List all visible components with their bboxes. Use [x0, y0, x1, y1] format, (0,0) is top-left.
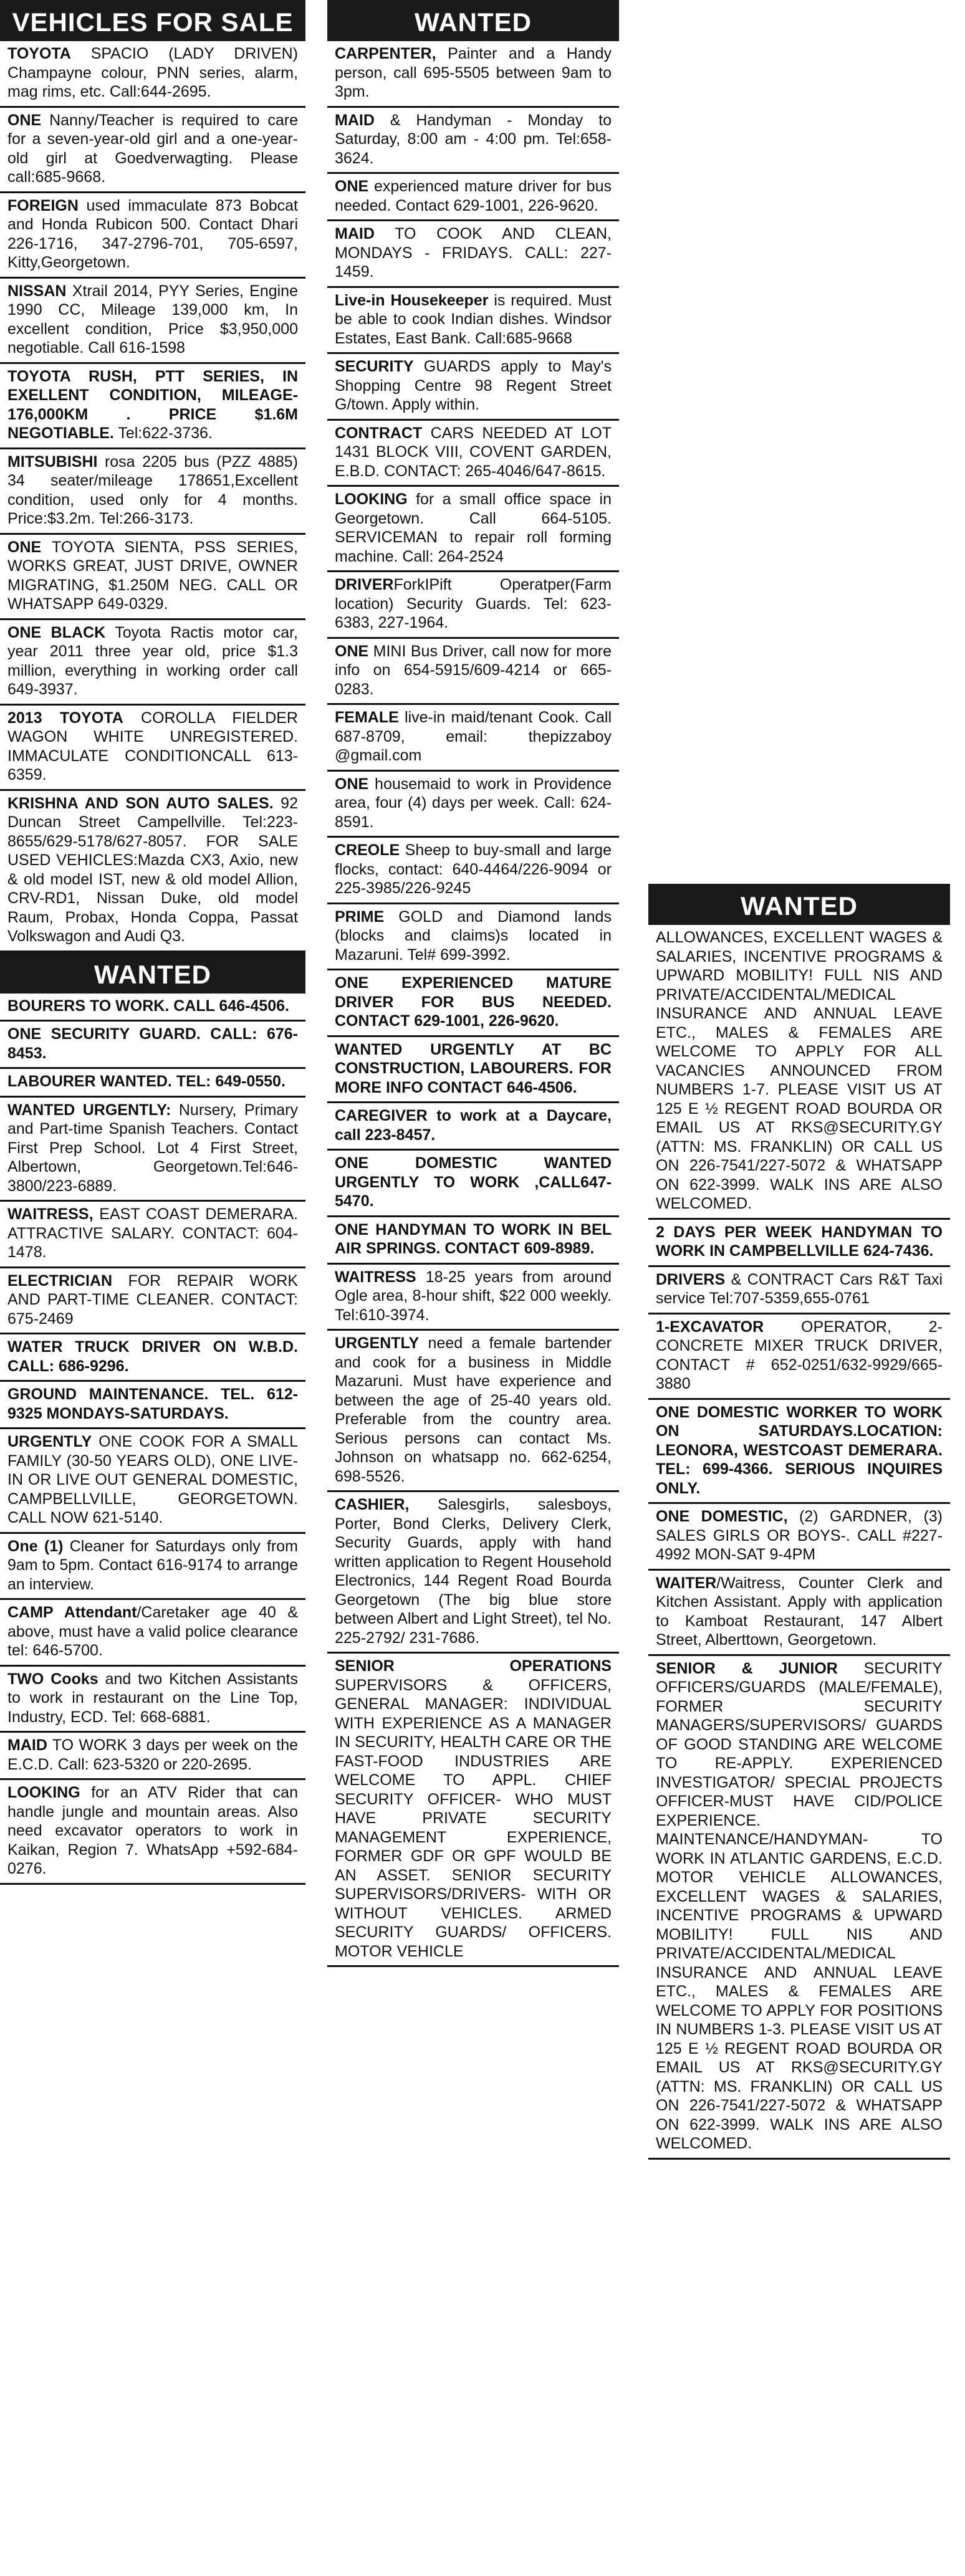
ad-text: for a small office space in Georgetown. Call 664-5105. SERVICEMAN to repair roll forming machine. Call: 264-2524: [335, 491, 612, 565]
classified-ad: [327, 1654, 619, 1967]
ad-lead: LOOKING: [335, 491, 408, 508]
ad-lead: WAITRESS: [335, 1268, 416, 1286]
ad-lead: ONE SECURITY GUARD. CALL: 676-8453.: [7, 1025, 298, 1062]
ad-lead: SENIOR OPERATIONS: [335, 1657, 612, 1675]
ad-lead: URGENTLY: [7, 1433, 92, 1450]
ad-lead: CAMP Attendant: [7, 1604, 137, 1621]
classified-ad: [327, 705, 619, 772]
ad-text: need a female bartender and cook for a business in Middle Mazaruni. Must have experience and between the age of 25-40 years old. Preferable from the country area. Serious persons can contact Ms. Johnson on whatsapp no. 662-6254, 698-5526.: [335, 1334, 612, 1485]
ad-lead: URGENTLY: [335, 1334, 420, 1352]
classified-ad: [327, 421, 619, 487]
ad-lead: BOURERS TO WORK. CALL 646-4506.: [7, 997, 289, 1015]
classified-ad: [327, 572, 619, 639]
classified-ad: [0, 620, 305, 706]
classified-ad: [0, 1334, 305, 1382]
classified-ad: [0, 449, 305, 535]
ad-text: 18-25 years from around Ogle area, 8-hour shift, $22 000 weekly. Tel:610-3974.: [335, 1268, 612, 1324]
ad-text: Tel:622-3736.: [113, 424, 213, 442]
ad-text: and two Kitchen Assistants to work in restaurant on the Line Top, Industry, ECD. Tel: 668-6881.: [7, 1670, 298, 1726]
classified-ad: [327, 1037, 619, 1104]
ad-text: Nursery, Primary and Part-time Spanish Teachers. Contact First Prep School. Lot 4 First Street, Albertown, Georgetown.Tel:646-3800/223-6889.: [7, 1101, 298, 1195]
classified-ad: [0, 1382, 305, 1429]
section-header-wanted: WANTED: [0, 952, 305, 994]
classified-ad: [327, 174, 619, 221]
column-left: [0, 0, 305, 1885]
ad-lead: CONTRACT: [335, 424, 423, 442]
ad-lead: 1-EXCAVATOR: [656, 1318, 764, 1336]
ad-text: OPERATOR, 2- CONCRETE MIXER TRUCK DRIVER, CONTACT # 652-0251/632-9929/665-3880: [656, 1318, 943, 1392]
ad-lead: One (1): [7, 1537, 64, 1555]
ad-lead: WANTED URGENTLY AT BC CONSTRUCTION, LABOURERS. FOR MORE INFO CONTACT 646-4506.: [335, 1040, 612, 1096]
ad-lead: ONE DOMESTIC WORKER TO WORK ON SATURDAYS.LOCATION: LEONORA, WESTCOAST DEMERARA. TEL: 699-4366. SERIOUS INQUIRES ONLY.: [656, 1403, 943, 1497]
ad-lead: CREOLE: [335, 841, 400, 859]
ad-lead: MAID: [7, 1736, 47, 1754]
column-right: [648, 884, 950, 2160]
ad-lead: WAITRESS,: [7, 1205, 94, 1223]
ad-lead: LOOKING: [7, 1784, 80, 1801]
classified-ad: [0, 1202, 305, 1268]
ad-lead: 2 DAYS PER WEEK HANDYMAN TO WORK IN CAMPBELLVILLE 624-7436.: [656, 1223, 943, 1260]
classified-ad: [0, 706, 305, 791]
ad-lead: CASHIER,: [335, 1496, 410, 1513]
ad-text: MINI Bus Driver, call now for more info on 654-5915/609-4214 or 665-0283.: [335, 642, 612, 698]
classified-ad: [0, 364, 305, 449]
classified-ad: [648, 1571, 950, 1656]
ad-lead: ONE: [7, 111, 42, 129]
ad-text: ONE COOK FOR A SMALL FAMILY (30-50 YEARS OLD), ONE LIVE-IN OR LIVE OUT GENERAL DOMESTIC, CAMPBELLVILLE, GEORGETOWN. CALL NOW 621-5140.: [7, 1433, 298, 1526]
ad-lead: KRISHNA AND SON AUTO SALES.: [7, 794, 274, 812]
ad-text: Salesgirls, salesboys, Porter, Bond Clerks, Delivery Clerk, Security Guards, apply with hand written application to Regent Household Electronics, 144 Regent Road Bourda Georgetown (The big blue store between Albert and Light Street), tel No. 225-2792/ 231-7686.: [335, 1496, 612, 1647]
ad-text: 92 Duncan Street Campellville. Tel:223-8655/629-5178/627-8057. FOR SALE USED VEHICLES:Mazda CX3, Axio, new & old model IST, new & old model Allion, CRV-RD1, Nissan Duke, old model Raum, Probax, Honda Coppa, Passat Volkswagon and Audi Q3.: [7, 794, 298, 945]
ad-lead: CARPENTER,: [335, 45, 436, 62]
ad-text: GUARDS apply to May's Shopping Centre 98 Regent Street G/town. Apply within.: [335, 358, 612, 413]
ad-lead: Live-in Housekeeper: [335, 291, 489, 309]
section-header-vehicles-for-sale: VEHICLES FOR SALE: [0, 0, 305, 41]
ad-lead: CAREGIVER to work at a Daycare, call 223-8457.: [335, 1107, 612, 1144]
classified-ad: [0, 994, 305, 1022]
section-header-wanted: WANTED: [327, 0, 619, 41]
ad-lead: ONE BLACK: [7, 623, 106, 641]
ad-text: COROLLA FIELDER WAGON WHITE UNREGISTERED. IMMACULATE CONDITIONCALL 613-6359.: [7, 709, 298, 783]
classified-ad: [327, 288, 619, 355]
classified-ad: [0, 41, 305, 108]
ad-text: Cleaner for Saturdays only from 9am to 5pm. Contact 616-9174 to arrange an interview.: [7, 1537, 298, 1593]
classified-ad: [327, 772, 619, 838]
ad-text: CARS NEEDED AT LOT 1431 BLOCK VIII, COVENT GARDEN, E.B.D. CONTACT: 265-4046/647-8615.: [335, 424, 612, 480]
ad-text: Nanny/Teacher is required to care for a seven-year-old girl and a one-year-old girl at Goedverwagting. Please call:685-9668.: [7, 111, 298, 186]
ad-lead: ONE EXPERIENCED MATURE DRIVER FOR BUS NEEDED. CONTACT 629-1001, 226-9620.: [335, 974, 612, 1030]
classified-ad: [0, 108, 305, 193]
ad-text: experienced mature driver for bus needed. Contact 629-1001, 226-9620.: [335, 178, 612, 214]
classified-ad: [327, 108, 619, 175]
ad-text: live-in maid/tenant Cook. Call 687-8709, email: thepizzaboy @gmail.com: [335, 709, 612, 764]
classified-ad: [648, 1267, 950, 1314]
classified-ad: [327, 1217, 619, 1265]
classified-ad: [327, 1265, 619, 1331]
ad-text: is required. Must be able to cook Indian dishes. Windsor Estates, East Bank. Call:685-9668: [335, 291, 612, 347]
classified-ad: [327, 639, 619, 706]
classified-ad: [648, 1504, 950, 1571]
ad-text: Xtrail 2014, PYY Series, Engine 1990 CC, Mileage 139,000 km, In excellent condition, Price $3,950,000 negotiable. Call 616-1598: [7, 282, 298, 357]
ad-text: for an ATV Rider that can handle jungle and mountain areas. Also need excavator operators to work in Kaikan, Region 7. WhatsApp +592-684-0276.: [7, 1784, 298, 1877]
ad-lead: MITSUBISHI: [7, 452, 98, 471]
classified-ad: [0, 1667, 305, 1733]
ad-lead: ONE: [335, 642, 369, 660]
classified-ad: [327, 904, 619, 971]
ad-text: Sheep to buy-small and large flocks, contact: 640-4464/226-9094 or 225-3985/226-9245: [335, 841, 612, 897]
ad-lead: TOYOTA: [7, 45, 71, 62]
ad-text: (2) GARDNER, (3) SALES GIRLS OR BOYS-. CALL #227-4992 MON-SAT 9-4PM: [656, 1508, 943, 1563]
ad-text: Painter and a Handy person, call 695-5505 between 9am to 3pm.: [335, 45, 612, 100]
classified-ad: [0, 1069, 305, 1098]
ad-text: FOR REPAIR WORK AND PART-TIME CLEANER. CONTACT: 675-2469: [7, 1271, 298, 1328]
ad-lead: DRIVER: [335, 576, 394, 593]
ad-lead: MAID: [335, 111, 375, 129]
classified-ad: [648, 1656, 950, 2160]
ad-text: SUPERVISORS & OFFICERS, GENERAL MANAGER: INDIVIDUAL WITH EXPERIENCE AS A MANAGER IN SECURITY, HEALTH CARE OR THE FAST-FOOD INDUSTRIES ARE WELCOME TO APPL. CHIEF SECURITY OFFICER- WHO MUST HAVE PRIVATE SECURITY MANAGEMENT EXPERIENCE, FORMER GDF OR GPF WOULD BE AN ASSET. SENIOR SECURITY SUPERVISORS/DRIVERS- WITH OR WITHOUT VEHICLES. ARMED SECURITY GUARDS/ OFFICERS. MOTOR VEHICLE: [335, 1676, 612, 1960]
ad-text: SPACIO (LADY DRIVEN) Champayne colour, PNN series, alarm, mag rims, etc. Call:644-2695.: [7, 45, 298, 100]
ad-text: SECURITY OFFICERS/GUARDS (MALE/FEMALE), FORMER SECURITY MANAGERS/SUPERVISORS/ GUARDS OF GOOD STANDING ARE WELCOME TO RE-APPLY. EXPERIENCED INVESTIGATOR/ SPECIAL PROJECTS OFFICER-MUST HAVE CID/POLICE EXPERIENCE. MAINTENANCE/HANDYMAN- TO WORK IN ATLANTIC GARDENS, E.C.D. MOTOR VEHICLE ALLOWANCES, EXCELLENT WAGES & SALARIES, INCENTIVE PROGRAMS & UPWARD MOBILITY! FULL NIS AND PRIVATE/ACCIDENTAL/MEDICAL INSURANCE AND ANNUAL LEAVE ETC., MALES & FEMALES ARE WELCOME TO APPLY FOR POSITIONS IN NUMBERS 1-3. PLEASE VISIT US AT 125 E ½ REGENT ROAD BOURDA OR EMAIL US AT RKS@SECURITY.GY (ATTN: MS. FRANKLIN) OR CALL US ON 226-7541/227-5072 & WHATSAPP ON 622-3999. WALK INS ARE ALSO WELCOMED.: [656, 1659, 943, 2152]
ad-lead: 2013 TOYOTA: [7, 709, 123, 727]
ad-lead: WANTED URGENTLY:: [7, 1101, 171, 1119]
ad-text: & CONTRACT Cars R&T Taxi service Tel:707-5359,655-0761: [656, 1270, 943, 1307]
ad-text: TO WORK 3 days per week on the E.C.D. Call: 623-5320 or 220-2695.: [7, 1736, 298, 1773]
ad-lead: ONE: [335, 775, 369, 793]
ad-text: rosa 2205 bus (PZZ 4885) 34 seater/mileage 178651,Excellent condition, used only for 4 months. Price:$3.2m. Tel:266-3173.: [7, 452, 298, 527]
classified-ad: [648, 925, 950, 1220]
ad-lead: TWO Cooks: [7, 1670, 98, 1688]
classified-ad: [0, 1600, 305, 1667]
ad-text: EAST COAST DEMERARA. ATTRACTIVE SALARY. CONTACT: 604-1478.: [7, 1205, 298, 1261]
classified-ad: [0, 1098, 305, 1202]
ad-lead: ONE DOMESTIC,: [656, 1508, 788, 1525]
column-middle: [327, 0, 619, 1967]
ad-text: /Waitress, Counter Clerk and Kitchen Assistant. Apply with application to Kamboat Restaurant, 147 Albert Street, Alberttown, Georgetown.: [656, 1574, 943, 1649]
classified-ad: [0, 1733, 305, 1780]
ad-lead: GROUND MAINTENANCE. TEL. 612-9325 MONDAYS-SATURDAYS.: [7, 1386, 298, 1422]
ad-lead: ONE: [7, 538, 42, 556]
ad-lead: PRIME: [335, 907, 385, 926]
classified-ad: [0, 1022, 305, 1069]
ad-lead: NISSAN: [7, 282, 67, 300]
classified-ad: [0, 1268, 305, 1335]
classified-ad: [327, 838, 619, 904]
ad-lead: LABOURER WANTED. TEL: 649-0550.: [7, 1073, 286, 1090]
ad-lead: TOYOTA RUSH, PTT SERIES, IN EXELLENT CONDITION, MILEAGE-176,000KM . PRICE $1.6M NEGOTIABLE.: [7, 367, 298, 442]
ad-lead: WATER TRUCK DRIVER ON W.B.D. CALL: 686-9296.: [7, 1338, 298, 1375]
classified-ad: [327, 41, 619, 108]
classified-ad: [327, 970, 619, 1037]
ad-lead: ONE DOMESTIC WANTED URGENTLY TO WORK ,CALL647-5470.: [335, 1154, 612, 1210]
classified-ad: [0, 279, 305, 364]
ad-text: used immaculate 873 Bobcat and Honda Rubicon 500. Contact Dhari 226-1716, 347-2796-701, 705-6597, Kitty,Georgetown.: [7, 196, 298, 271]
classified-ad: [327, 1331, 619, 1492]
ad-text: TO COOK AND CLEAN, MONDAYS - FRIDAYS. CALL: 227-1459.: [335, 225, 612, 280]
classified-ad: [327, 487, 619, 572]
classified-ad: [327, 1151, 619, 1217]
classified-ad: [327, 354, 619, 421]
ad-lead: ONE HANDYMAN TO WORK IN BEL AIR SPRINGS. CONTACT 609-8989.: [335, 1220, 612, 1257]
ad-lead: DRIVERS: [656, 1270, 726, 1288]
ad-text: & Handyman - Monday to Saturday, 8:00 am - 4:00 pm. Tel:658-3624.: [335, 111, 612, 167]
ad-text: GOLD and Diamond lands (blocks and claims)s located in Mazaruni. Tel# 699-3992.: [335, 907, 612, 964]
classified-ad: [648, 1220, 950, 1267]
ad-text: ALLOWANCES, EXCELLENT WAGES & SALARIES, INCENTIVE PROGRAMS & UPWARD MOBILITY! FULL NIS AND PRIVATE/ACCIDENTAL/MEDICAL INSURANCE AND ANNUAL LEAVE ETC., MALES & FEMALES ARE WELCOME TO APPLY FOR ALL VACANCIES ANNOUNCED FROM NUMBERS 1-7. PLEASE VISIT US AT 125 E ½ REGENT ROAD BOURDA OR EMAIL US AT RKS@SECURITY.GY (ATTN: MS. FRANKLIN) OR CALL US ON 226-7541/227-5072 & WHATSAPP ON 622-3999. WALK INS ARE ALSO WELCOMED.: [656, 929, 943, 1212]
classified-ad: [0, 193, 305, 279]
ad-text: /Caretaker age 40 & above, must have a valid police clearance tel: 646-5700.: [7, 1604, 298, 1659]
ad-lead: SECURITY: [335, 358, 414, 375]
classified-ad: [0, 535, 305, 620]
ad-text: ForkIPift Operatper(Farm location) Security Guards. Tel: 623-6383, 227-1964.: [335, 576, 612, 631]
section-header-wanted: WANTED: [648, 884, 950, 925]
classified-ad: [0, 1429, 305, 1534]
ad-text: Toyota Ractis motor car, year 2011 three year old, price $1.3 million, everything in working order call 649-3937.: [7, 623, 298, 698]
ad-lead: MAID: [335, 225, 375, 242]
ad-lead: ELECTRICIAN: [7, 1271, 113, 1290]
ad-text: TOYOTA SIENTA, PSS SERIES, WORKS GREAT, JUST DRIVE, OWNER MIGRATING, $1.250M NEG. CALL OR WHATSAPP 649-0329.: [7, 538, 298, 613]
classified-ad: [0, 791, 305, 952]
ad-lead: ONE: [335, 178, 369, 195]
classified-ad: [648, 1314, 950, 1400]
classified-ad: [327, 1103, 619, 1151]
classified-ad: [0, 1780, 305, 1885]
ad-lead: FOREIGN: [7, 196, 79, 214]
classified-ad: [327, 1492, 619, 1654]
classified-ad: [648, 1400, 950, 1505]
classified-ad: [0, 1534, 305, 1601]
ad-lead: FEMALE: [335, 709, 399, 726]
ad-lead: SENIOR & JUNIOR: [656, 1659, 838, 1677]
ad-text: housemaid to work in Providence area, four (4) days per week. Call: 624-8591.: [335, 775, 612, 831]
ad-lead: WAITER: [656, 1574, 717, 1592]
classified-ad: [327, 221, 619, 288]
